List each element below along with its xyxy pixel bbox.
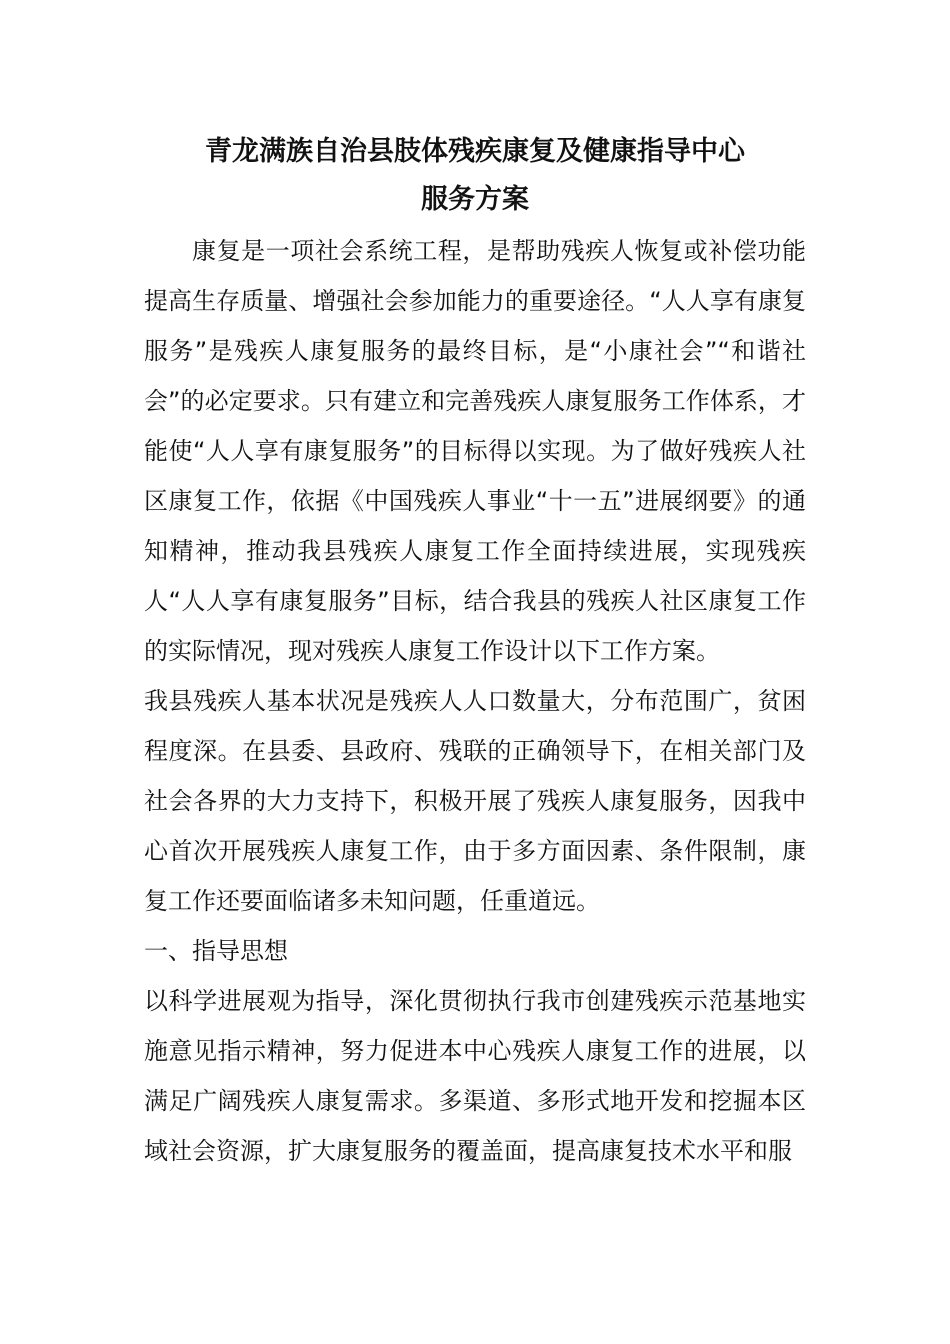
document-title — [0, 128, 950, 224]
title-line-1: 青龙满族自治县肢体残疾康复及健康指导中心 — [205, 136, 745, 167]
document-body — [144, 226, 806, 1176]
title-line-2: 服务方案 — [421, 184, 529, 215]
paragraph-guiding-ideology: 以科学进展观为指导，深化贯彻执行我市创建残疾示范基地实施意见指示精神，努力促进本中心残疾人康复工作的进展，以满足广阔残疾人康复需求。多渠道、多形式地开发和挖掘本区域社会资源，扩大康复服务的覆盖面，提高康复技术水平和服 — [144, 987, 806, 1165]
paragraph-intro: 康复是一项社会系统工程，是帮助残疾人恢复或补偿功能提高生存质量、增强社会参加能力的重要途径。“人人享有康复服务”是残疾人康复服务的最终目标，是“小康社会”“和谐社会”的必定要求。只有建立和完善残疾人康复服务工作体系，才能使“人人享有康复服务”的目标得以实现。为了做好残疾人社区康复工作，依据《中国残疾人事业“十一五”进展纲要》的通知精神，推动我县残疾人康复工作全面持续进展，实现残疾人“人人享有康复服务”目标，结合我县的残疾人社区康复工作的实际情况，现对残疾人康复工作设计以下工作方案。 — [144, 237, 806, 665]
section-heading-guiding-ideology: 一、指导思想 — [144, 937, 288, 965]
paragraph-situation: 我县残疾人基本状况是残疾人人口数量大，分布范围广，贫困程度深。在县委、县政府、残联的正确领导下，在相关部门及社会各界的大力支持下，积极开展了残疾人康复服务，因我中心首次开展残疾人康复工作，由于多方面因素、条件限制，康复工作还要面临诸多未知问题，任重道远。 — [144, 687, 806, 915]
